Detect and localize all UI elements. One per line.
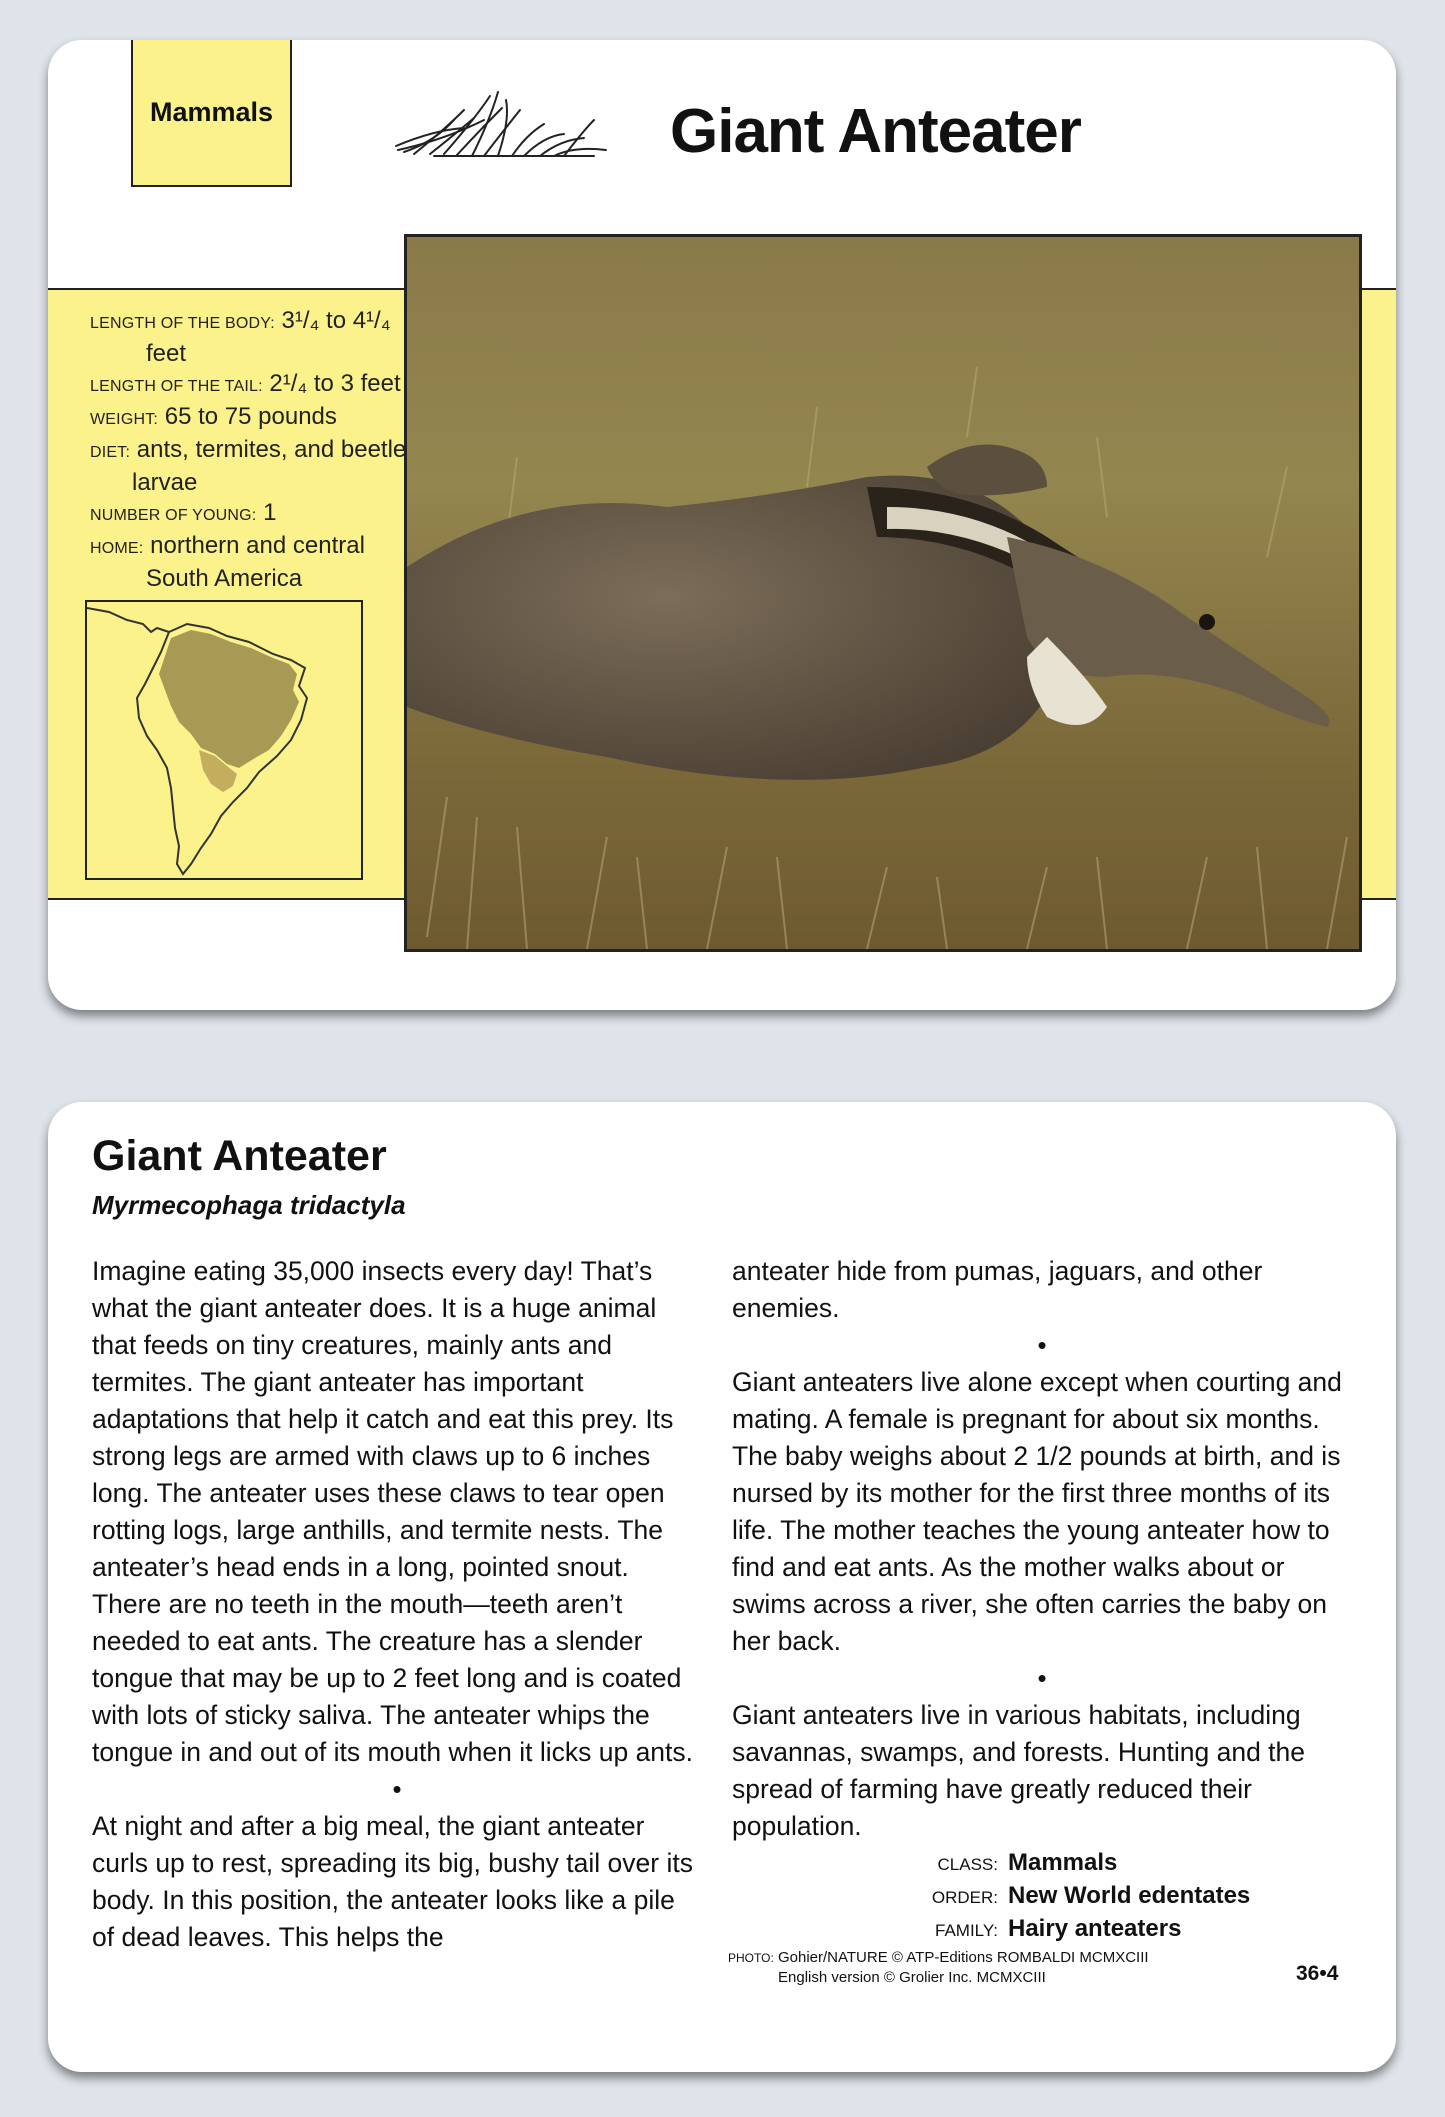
fact-home: HOME: northern and central South America xyxy=(90,532,365,592)
fact-diet: DIET: ants, termites, and beetle larvae xyxy=(90,436,407,496)
card-number: 36•4 xyxy=(1296,1962,1339,1985)
family-row: FAMILY: Hairy anteaters xyxy=(935,1915,1182,1942)
back-card xyxy=(48,1102,1396,2072)
order-row: ORDER: New World edentates xyxy=(931,1882,1251,1909)
classification xyxy=(888,1847,1250,1946)
paragraph: Imagine eating 35,000 insects every day! That’s what the giant anteater does. It is a huge animal that feeds on tiny creatures, mainly ants and termites. The giant anteater has important adaptations that help it catch and eat this prey. Its strong legs are armed with claws up to 6 inches long. The anteater uses these claws to tear open rotting logs, large anthills, and termite nests. The anteater’s head ends in a long, pointed snout. There are no teeth in the mouth—teeth aren’t needed to eat ants. The creature has a slender tongue that may be up to 2 feet long and is coated with lots of sticky saliva. The anteater whips the tongue in and out of its mouth when it licks up ants. xyxy=(92,1256,694,1767)
scientific-name: Myrmecophaga tridactyla xyxy=(92,1190,406,1220)
paragraph: At night and after a big meal, the giant anteater curls up to rest, spreading its big, bushy tail over its body. In this position, the anteater looks like a pile of dead leaves. This helps the xyxy=(92,1811,693,1952)
paragraph: anteater hide from pumas, jaguars, and other enemies. xyxy=(732,1256,1263,1323)
text-column-right xyxy=(732,1253,1352,1845)
anteater-photo xyxy=(404,234,1362,952)
paragraph: Giant anteaters live in various habitats, including savannas, swamps, and forests. Hunting and the spread of farming have greatly reduced their population. xyxy=(732,1700,1306,1841)
card-title: Giant Anteater xyxy=(670,97,1081,166)
paragraph: Giant anteaters live alone except when courting and mating. A female is pregnant for about six months. The baby weighs about 2 1/2 pounds at birth, and is nursed by its mother for the first three months of its life. The mother teaches the young anteater how to find and eat ants. As the mother walks about or swims across a river, she often carries the baby on her back. xyxy=(732,1367,1342,1656)
front-card xyxy=(48,40,1396,1010)
photo-credits: PHOTO: Gohier/NATURE © ATP-Editions ROMBALDI MCMXCIII English version © Grolier Inc. MCMXCIII xyxy=(728,1949,1149,1986)
category-label: Mammals xyxy=(131,40,292,187)
back-title: Giant Anteater xyxy=(92,1132,387,1180)
separator-dot: • xyxy=(1037,1330,1047,1360)
grass-icon xyxy=(394,90,610,160)
fact-body-length: LENGTH OF THE BODY: 3¹/₄ to 4¹/₄ feet xyxy=(90,307,391,367)
class-row: CLASS: Mammals xyxy=(937,1849,1118,1876)
facts-list xyxy=(90,306,442,594)
fact-young: NUMBER OF YOUNG: 1 xyxy=(90,499,277,526)
range-map xyxy=(85,600,363,880)
separator-dot: • xyxy=(392,1774,402,1804)
fact-weight: WEIGHT: 65 to 75 pounds xyxy=(90,403,337,430)
text-column-left xyxy=(92,1253,702,1956)
fact-tail-length: LENGTH OF THE TAIL: 2¹/₄ to 3 feet xyxy=(90,370,401,397)
separator-dot: • xyxy=(1037,1663,1047,1693)
